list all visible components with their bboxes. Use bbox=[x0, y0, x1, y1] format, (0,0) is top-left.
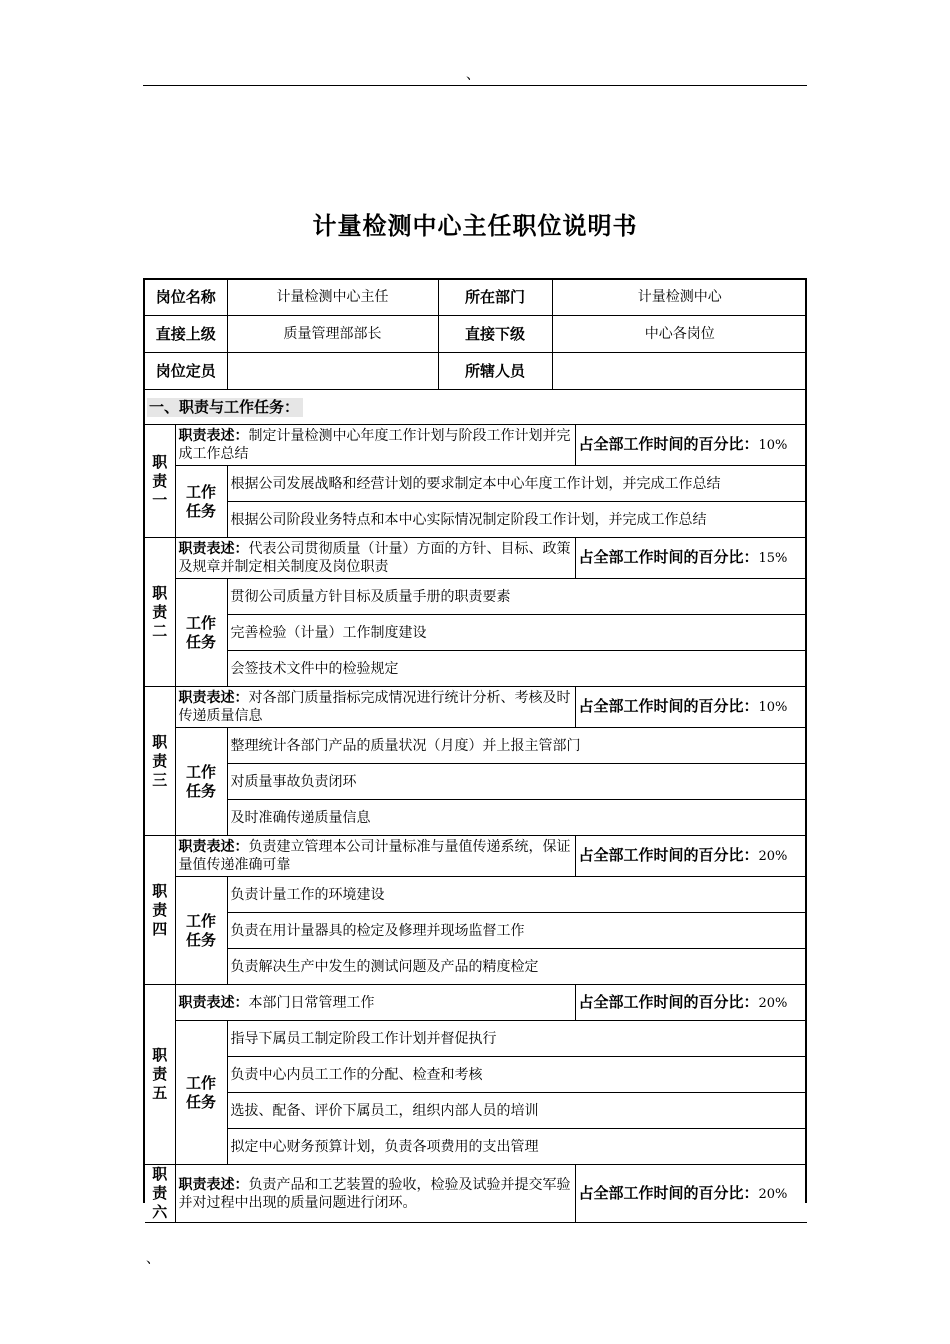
duty-label-char: 一 bbox=[152, 490, 168, 509]
duty-desc-label: 职责表述： bbox=[178, 690, 249, 706]
duty-label bbox=[145, 687, 175, 836]
task-item: 负责解决生产中发生的测试问题及产品的精度检定 bbox=[227, 949, 807, 985]
task-item: 选拔、配备、评价下属员工，组织内部人员的培训 bbox=[227, 1093, 807, 1129]
duty-desc-label: 职责表述： bbox=[178, 994, 249, 1011]
task-item: 负责计量工作的环境建设 bbox=[227, 877, 807, 913]
work-task-label-part: 任务 bbox=[185, 781, 216, 800]
header-mark: 、 bbox=[466, 67, 480, 83]
task-item: 及时准确传递质量信息 bbox=[227, 800, 807, 836]
task-row bbox=[145, 651, 807, 687]
info-row bbox=[145, 353, 807, 390]
task-item: 完善检验（计量）工作制度建设 bbox=[227, 615, 807, 651]
work-task-label-part: 工作 bbox=[185, 613, 216, 632]
pct-label: 占全部工作时间的百分比： bbox=[578, 1183, 759, 1202]
duty-label-char: 责 bbox=[152, 751, 168, 770]
info-row bbox=[145, 316, 807, 353]
task-item: 贯彻公司质量方针目标及质量手册的职责要素 bbox=[227, 579, 807, 615]
duty-label-char: 责 bbox=[152, 900, 168, 919]
label-direct-subordinate: 直接下级 bbox=[439, 316, 553, 352]
duty-time-percentage bbox=[575, 687, 807, 728]
work-task-label bbox=[175, 466, 227, 538]
pct-label: 占全部工作时间的百分比： bbox=[578, 992, 759, 1011]
task-row bbox=[145, 949, 807, 985]
duty-label-char: 职 bbox=[152, 583, 168, 602]
pct-label: 占全部工作时间的百分比： bbox=[578, 846, 759, 864]
task-item: 会签技术文件中的检验规定 bbox=[227, 651, 807, 687]
duty-desc-text: 代表公司贯彻质量（计量）方面的方针、目标、政策及规章并制定相关制度及岗位职责 bbox=[178, 541, 571, 575]
header-rule bbox=[143, 85, 807, 86]
duty-desc-text: 对各部门质量指标完成情况进行统计分析、考核及时传递质量信息 bbox=[178, 690, 571, 724]
pct-value: 20% bbox=[758, 995, 788, 1011]
section-header-row bbox=[145, 390, 807, 425]
duty-label-char: 职 bbox=[152, 1046, 168, 1064]
label-staff-under: 所辖人员 bbox=[439, 353, 553, 389]
duty-desc-row bbox=[145, 538, 807, 579]
task-row bbox=[145, 877, 807, 913]
pct-value: 20% bbox=[758, 849, 788, 864]
label-position-name: 岗位名称 bbox=[145, 280, 227, 316]
duty-label-char: 六 bbox=[152, 1203, 168, 1221]
task-row bbox=[145, 764, 807, 800]
task-row bbox=[145, 579, 807, 615]
duty-label-char: 四 bbox=[152, 919, 168, 938]
job-description-table bbox=[143, 278, 807, 1221]
pct-value: 20% bbox=[758, 1186, 788, 1202]
value-staff-under bbox=[553, 353, 808, 389]
work-task-label-part: 任务 bbox=[185, 930, 216, 949]
task-row bbox=[145, 800, 807, 836]
duty-time-percentage bbox=[575, 538, 807, 579]
duty-description bbox=[175, 687, 575, 728]
task-row bbox=[145, 1057, 807, 1093]
task-item: 整理统计各部门产品的质量状况（月度）并上报主管部门 bbox=[227, 728, 807, 764]
duty-label bbox=[145, 836, 175, 985]
task-row bbox=[145, 728, 807, 764]
task-row bbox=[145, 1021, 807, 1057]
section-title: 一、职责与工作任务： bbox=[147, 398, 303, 417]
footer-mark: 、 bbox=[146, 1251, 160, 1267]
duty-desc-label: 职责表述： bbox=[178, 428, 249, 444]
work-task-label-part: 任务 bbox=[185, 632, 216, 651]
label-direct-superior: 直接上级 bbox=[145, 316, 227, 353]
task-row bbox=[145, 466, 807, 502]
task-row bbox=[145, 1129, 807, 1165]
duty-label bbox=[145, 425, 175, 538]
duty-label-char: 责 bbox=[152, 1184, 168, 1202]
label-department: 所在部门 bbox=[439, 280, 553, 315]
duty-label-char: 职 bbox=[152, 1165, 168, 1183]
duty-time-percentage bbox=[575, 425, 807, 466]
duty-desc-text: 制定计量检测中心年度工作计划与阶段工作计划并完成工作总结 bbox=[178, 428, 571, 462]
duty-label-char: 责 bbox=[152, 1065, 168, 1083]
duty-desc-row bbox=[145, 687, 807, 728]
work-task-label-part: 工作 bbox=[185, 1073, 216, 1092]
work-task-label bbox=[175, 1021, 227, 1165]
task-item: 负责在用计量器具的检定及修理并现场监督工作 bbox=[227, 913, 807, 949]
duty-desc-row bbox=[145, 425, 807, 466]
work-task-label-part: 任务 bbox=[185, 1092, 216, 1111]
pct-value: 10% bbox=[758, 700, 788, 715]
duty-desc-label: 职责表述： bbox=[178, 1176, 249, 1193]
task-row bbox=[145, 502, 807, 538]
duty-time-percentage bbox=[575, 1165, 807, 1223]
duty-label-char: 职 bbox=[152, 452, 168, 471]
value-position-name: 计量检测中心主任 bbox=[228, 280, 439, 315]
duty-desc-label: 职责表述： bbox=[178, 839, 249, 855]
task-item: 根据公司阶段业务特点和本中心实际情况制定阶段工作计划，并完成工作总结 bbox=[227, 502, 807, 538]
duty-desc-text: 负责产品和工艺装置的验收，检验及试验并提交军验并对过程中出现的质量问题进行闭环。 bbox=[178, 1176, 571, 1211]
duty-label-char: 职 bbox=[152, 881, 168, 900]
duty-label bbox=[145, 1165, 175, 1223]
task-row bbox=[145, 913, 807, 949]
duty-time-percentage bbox=[575, 836, 807, 877]
value-direct-superior: 质量管理部部长 bbox=[228, 316, 439, 352]
duty-desc-row bbox=[145, 836, 807, 877]
duty-time-percentage bbox=[575, 985, 807, 1021]
duty-label bbox=[145, 538, 175, 687]
duty-description bbox=[175, 538, 575, 579]
task-item: 对质量事故负责闭环 bbox=[227, 764, 807, 800]
duty-label-char: 二 bbox=[152, 621, 168, 640]
work-task-label-part: 工作 bbox=[185, 482, 216, 501]
document-title: 计量检测中心主任职位说明书 bbox=[312, 212, 638, 240]
pct-label: 占全部工作时间的百分比： bbox=[578, 435, 759, 453]
pct-label: 占全部工作时间的百分比： bbox=[578, 548, 759, 566]
work-task-label-part: 任务 bbox=[185, 501, 216, 520]
task-item: 拟定中心财务预算计划，负责各项费用的支出管理 bbox=[227, 1129, 807, 1165]
work-task-label-part: 工作 bbox=[185, 911, 216, 930]
duty-desc-row bbox=[145, 1165, 807, 1223]
value-direct-subordinate: 中心各岗位 bbox=[644, 325, 715, 342]
work-task-label bbox=[175, 877, 227, 985]
duty-label-char: 五 bbox=[152, 1084, 168, 1102]
duty-desc-text: 负责建立管理本公司计量标准与量值传递系统，保证量值传递准确可靠 bbox=[178, 839, 571, 873]
value-headcount bbox=[228, 353, 439, 389]
task-item: 指导下属员工制定阶段工作计划并督促执行 bbox=[227, 1021, 807, 1057]
pct-label: 占全部工作时间的百分比： bbox=[578, 697, 759, 715]
duty-label-char: 职 bbox=[152, 732, 168, 751]
task-row bbox=[145, 1093, 807, 1129]
duty-description bbox=[175, 425, 575, 466]
duty-description bbox=[175, 1165, 575, 1223]
duty-label-char: 责 bbox=[152, 602, 168, 621]
pct-value: 10% bbox=[758, 438, 788, 453]
duty-label-char: 三 bbox=[152, 770, 168, 789]
info-row bbox=[145, 280, 807, 316]
work-task-label-part: 工作 bbox=[185, 762, 216, 781]
duty-label bbox=[145, 985, 175, 1165]
duty-desc-label: 职责表述： bbox=[178, 541, 249, 557]
work-task-label bbox=[175, 579, 227, 687]
duty-desc-text: 本部门日常管理工作 bbox=[248, 994, 375, 1011]
label-headcount: 岗位定员 bbox=[145, 353, 227, 390]
task-row bbox=[145, 615, 807, 651]
work-task-label bbox=[175, 728, 227, 836]
value-department: 计量检测中心 bbox=[637, 289, 722, 305]
duty-description bbox=[175, 836, 575, 877]
duty-label-char: 责 bbox=[152, 471, 168, 490]
duty-desc-row bbox=[145, 985, 807, 1021]
duty-description bbox=[175, 985, 575, 1021]
task-item: 根据公司发展战略和经营计划的要求制定本中心年度工作计划，并完成工作总结 bbox=[227, 466, 807, 502]
pct-value: 15% bbox=[758, 551, 788, 566]
task-item: 负责中心内员工工作的分配、检查和考核 bbox=[227, 1057, 807, 1093]
